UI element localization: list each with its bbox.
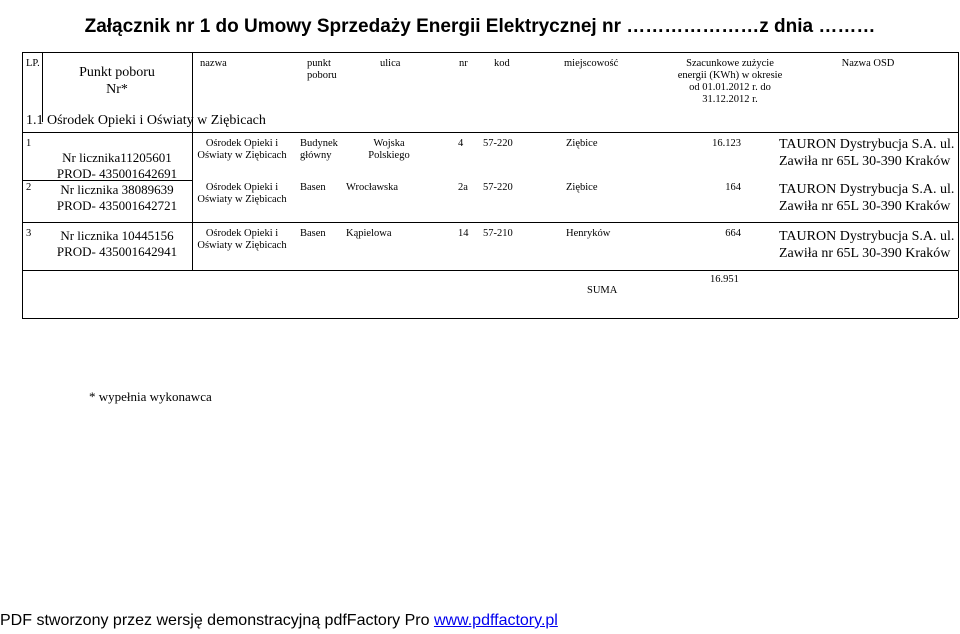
header-punkt-poboru-nr: Punkt poboru Nr*: [79, 65, 155, 97]
header-zuzycie: Szacunkowe zużycie energii (KWh) w okresie od 01.01.2012 r. do 31.12.2012 r.: [677, 58, 783, 105]
row-lp: 3: [26, 228, 32, 239]
footnote: * wypełnia wykonawca: [89, 389, 212, 404]
header-nazwa: nazwa: [200, 58, 227, 69]
row-miejscowosc: Ziębice: [566, 138, 598, 149]
row-osd: TAURON Dystrybucja S.A. ul. Zawiła nr 65L 30-390 Kraków: [779, 182, 955, 214]
row-nr: 2a: [458, 182, 468, 193]
row-zuzycie: 164: [725, 182, 741, 193]
header-lp: LP.: [26, 58, 40, 69]
row-zuzycie: 664: [725, 228, 741, 239]
header-nr: nr: [459, 58, 468, 69]
pdf-footer: [0, 612, 558, 630]
row-osd: TAURON Dystrybucja S.A. ul. Zawiła nr 65L 30-390 Kraków: [779, 229, 955, 261]
row-lp: 2: [26, 182, 32, 193]
row-zuzycie: 16.123: [712, 138, 741, 149]
row-nazwa: Ośrodek Opieki i Oświaty w Ziębicach: [197, 182, 287, 205]
row-kod: 57-210: [483, 228, 513, 239]
footer-link[interactable]: www.pdffactory.pl: [433, 612, 558, 629]
section-title: 1.1 Ośrodek Opieki i Oświaty w Ziębicach: [26, 113, 266, 128]
row-miejscowosc: Henryków: [566, 228, 611, 239]
row-punkt-poboru-nr: Nr licznika 38089639 PROD- 435001642721: [56, 182, 178, 213]
row-nazwa: Ośrodek Opieki i Oświaty w Ziębicach: [197, 138, 287, 161]
row-nazwa: Ośrodek Opieki i Oświaty w Ziębicach: [197, 228, 287, 251]
row-ulica: Wrocławska: [346, 182, 399, 193]
row-miejscowosc: Ziębice: [566, 182, 598, 193]
row-punkt-poboru: Basen: [300, 228, 326, 239]
header-ulica: ulica: [380, 58, 401, 69]
row-nr: 14: [458, 228, 469, 239]
row-lp: 1: [26, 138, 32, 149]
row-nr: 4: [458, 138, 464, 149]
header-osd: Nazwa OSD: [841, 58, 895, 69]
row-punkt-poboru: Basen: [300, 182, 326, 193]
header-punkt-poboru: punkt poboru: [307, 58, 337, 81]
row-ulica: Wojska Polskiego: [368, 138, 410, 161]
row-punkt-poboru: Budynek główny: [300, 138, 338, 161]
header-miejscowosc: miejscowość: [564, 58, 619, 69]
header-kod: kod: [494, 58, 510, 69]
document-title: Załącznik nr 1 do Umowy Sprzedaży Energii Elektrycznej nr …………………z dnia ………: [84, 16, 876, 37]
suma-label: SUMA: [587, 285, 618, 296]
suma-value: 16.951: [710, 274, 739, 285]
row-kod: 57-220: [483, 182, 513, 193]
row-kod: 57-220: [483, 138, 513, 149]
row-punkt-poboru-nr: Nr licznika 10445156 PROD- 435001642941: [56, 228, 178, 259]
row-osd: TAURON Dystrybucja S.A. ul. Zawiła nr 65L 30-390 Kraków: [779, 137, 955, 169]
footer-text: PDF stworzony przez wersję demonstracyjną pdfFactory Pro: [0, 612, 434, 629]
row-ulica: Kąpielowa: [346, 228, 392, 239]
row-punkt-poboru-nr: Nr licznika11205601 PROD- 435001642691: [56, 150, 178, 181]
